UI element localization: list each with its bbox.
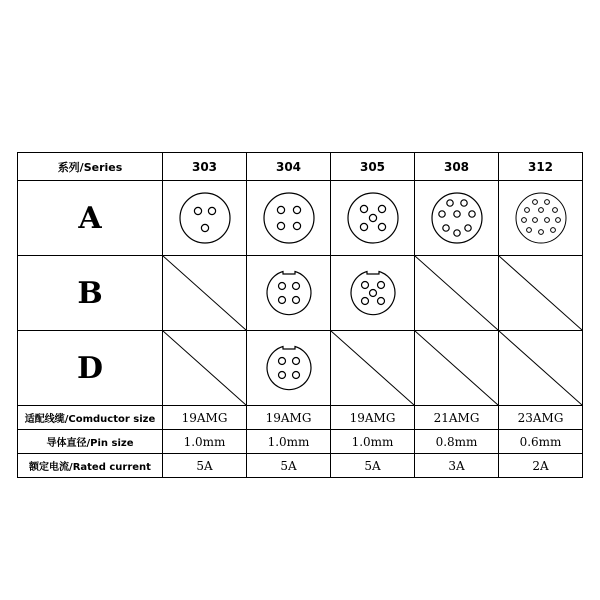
- not-available-slash-icon: [415, 256, 498, 330]
- not-available-slash-icon: [499, 331, 582, 405]
- cell-308-d: [415, 331, 499, 406]
- type-d-label: D: [18, 331, 163, 406]
- not-available-slash-icon: [499, 256, 582, 330]
- rated-current-308: 3A: [415, 454, 499, 478]
- cell-312-a: [499, 181, 583, 256]
- pin-size-303: 1.0mm: [163, 430, 247, 454]
- pin-size-305: 1.0mm: [331, 430, 415, 454]
- connector-3pin-icon: [175, 188, 235, 248]
- rated-current-303: 5A: [163, 454, 247, 478]
- cell-312-d: [499, 331, 583, 406]
- not-available-slash-icon: [415, 331, 498, 405]
- not-available-slash-icon: [163, 256, 246, 330]
- rated-current-305: 5A: [331, 454, 415, 478]
- conductor-size-303: 19AMG: [163, 406, 247, 430]
- conductor-size-row: [18, 406, 583, 430]
- series-header-row: [18, 153, 583, 181]
- pin-size-row: [18, 430, 583, 454]
- cell-304-a: [247, 181, 331, 256]
- series-header-label: 系列/Series: [18, 153, 163, 181]
- conductor-size-label: 适配线缆/Comductor size: [18, 406, 163, 430]
- cell-305-a: [331, 181, 415, 256]
- connector-4pin-keyed-icon: [261, 265, 317, 321]
- connector-4pin-keyed-d-icon: [261, 340, 317, 396]
- type-a-label: A: [18, 181, 163, 256]
- rated-current-304: 5A: [247, 454, 331, 478]
- connector-4pin-icon: [259, 188, 319, 248]
- connector-5pin-icon: [343, 188, 403, 248]
- cell-305-b: [331, 256, 415, 331]
- series-308: 308: [415, 153, 499, 181]
- not-available-slash-icon: [163, 331, 246, 405]
- series-303: 303: [163, 153, 247, 181]
- pin-size-304: 1.0mm: [247, 430, 331, 454]
- series-312: 312: [499, 153, 583, 181]
- cell-303-a: [163, 181, 247, 256]
- cell-312-b: [499, 256, 583, 331]
- type-row-a: [18, 181, 583, 256]
- rated-current-312: 2A: [499, 454, 583, 478]
- pin-size-label: 导体直径/Pin size: [18, 430, 163, 454]
- cell-304-d: [247, 331, 331, 406]
- cell-303-b: [163, 256, 247, 331]
- series-305: 305: [331, 153, 415, 181]
- cell-308-b: [415, 256, 499, 331]
- connector-12pin-icon: [511, 188, 571, 248]
- conductor-size-304: 19AMG: [247, 406, 331, 430]
- conductor-size-305: 19AMG: [331, 406, 415, 430]
- pin-size-312: 0.6mm: [499, 430, 583, 454]
- cell-304-b: [247, 256, 331, 331]
- type-row-d: [18, 331, 583, 406]
- conductor-size-312: 23AMG: [499, 406, 583, 430]
- conductor-size-308: 21AMG: [415, 406, 499, 430]
- connector-8pin-icon: [427, 188, 487, 248]
- rated-current-row: [18, 454, 583, 478]
- series-304: 304: [247, 153, 331, 181]
- type-row-b: [18, 256, 583, 331]
- rated-current-label: 额定电流/Rated current: [18, 454, 163, 478]
- not-available-slash-icon: [331, 331, 414, 405]
- pin-size-308: 0.8mm: [415, 430, 499, 454]
- spec-table: [17, 152, 583, 478]
- connector-5pin-keyed-icon: [345, 265, 401, 321]
- cell-308-a: [415, 181, 499, 256]
- cell-305-d: [331, 331, 415, 406]
- type-b-label: B: [18, 256, 163, 331]
- cell-303-d: [163, 331, 247, 406]
